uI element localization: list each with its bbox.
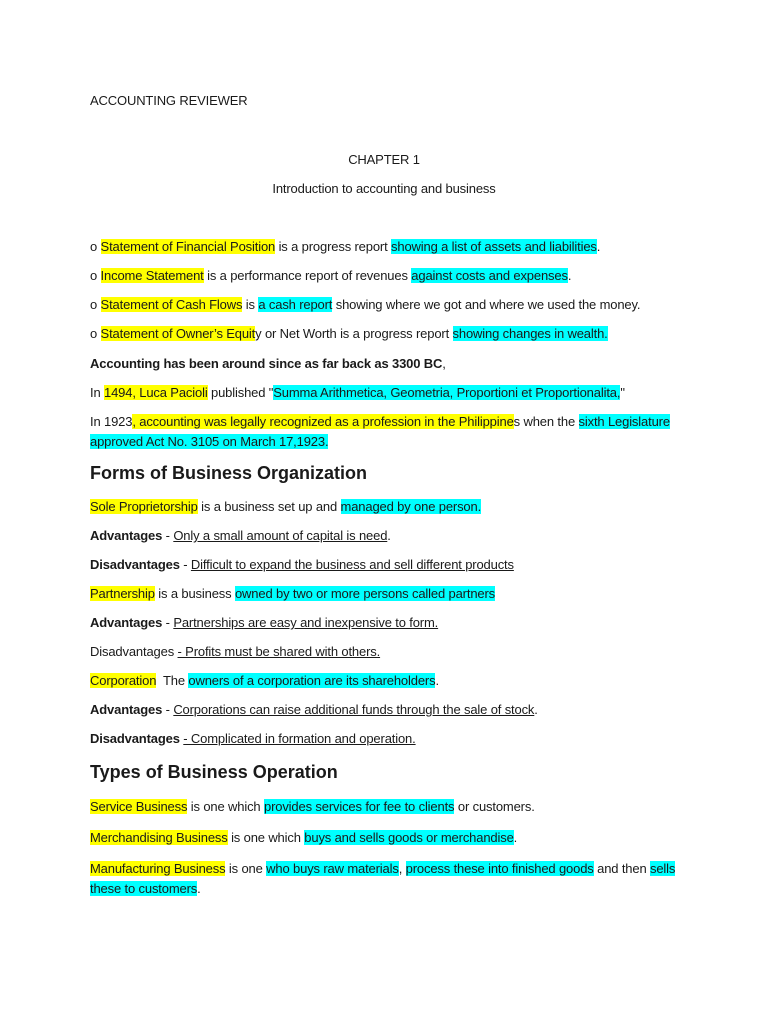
section-heading-forms: Forms of Business Organization [90, 463, 368, 483]
highlight-term: Statement of Cash Flows [100, 297, 243, 312]
sole-proprietorship-disadvantages: Disadvantages - Difficult to expand the business and sell different products [90, 557, 514, 572]
highlight-term: Statement of Financial Position [100, 239, 276, 254]
highlight-term: Statement of Owner’s Equit [100, 326, 256, 341]
document-title: ACCOUNTING REVIEWER [90, 93, 248, 108]
statement-income: o Income Statement is a performance report of revenues against costs and expenses. [90, 268, 572, 283]
statement-financial-position: o Statement of Financial Position is a progress report showing a list of assets and liabilities. [90, 239, 601, 254]
corporation-advantages: Advantages - Corporations can raise additional funds through the sale of stock. [90, 702, 538, 717]
corporation-disadvantages: Disadvantages - Complicated in formation and operation. [90, 731, 416, 746]
manufacturing-business-definition: Manufacturing Business is one who buys raw materials, process these into finished goods and then sells these to customers. [90, 861, 676, 896]
statement-owners-equity: o Statement of Owner’s Equity or Net Worth is a progress report showing changes in wealth. [90, 326, 608, 341]
merchandising-business-definition: Merchandising Business is one which buys and sells goods or merchandise. [90, 830, 518, 845]
highlight-definition: a cash report [258, 297, 333, 312]
history-bold-line: Accounting has been around since as far back as 3300 BC, [90, 356, 446, 371]
section-heading-types: Types of Business Operation [90, 762, 338, 782]
chapter-heading: CHAPTER 1 [348, 152, 420, 167]
partnership-disadvantages: Disadvantages - Profits must be shared with others. [90, 644, 381, 659]
sole-proprietorship-advantages: Advantages - Only a small amount of capital is need. [90, 528, 391, 543]
highlight-definition: showing a list of assets and liabilities [391, 239, 597, 254]
chapter-subtitle: Introduction to accounting and business [272, 181, 496, 196]
history-pacioli: In 1494, Luca Pacioli published "Summa Arithmetica, Geometria, Proportioni et Proportionalita," [90, 385, 625, 400]
statement-cash-flows: o Statement of Cash Flows is a cash report showing where we got and where we used the money. [90, 297, 641, 312]
corporation-definition: Corporation The owners of a corporation are its shareholders. [90, 673, 439, 688]
history-philippines: In 1923, accounting was legally recognized as a profession in the Philippines when the sixth Legislature approved Act No. 3105 on March 17,1923. [90, 414, 670, 449]
highlight-term: Income Statement [100, 268, 204, 283]
partnership-definition: Partnership is a business owned by two or more persons called partners [90, 586, 496, 601]
highlight-definition: against costs and expenses [411, 268, 568, 283]
service-business-definition: Service Business is one which provides services for fee to clients or customers. [90, 799, 535, 814]
highlight-definition: showing changes in wealth. [452, 326, 608, 341]
partnership-advantages: Advantages - Partnerships are easy and inexpensive to form. [90, 615, 439, 630]
sole-proprietorship-definition: Sole Proprietorship is a business set up and managed by one person. [90, 499, 482, 514]
